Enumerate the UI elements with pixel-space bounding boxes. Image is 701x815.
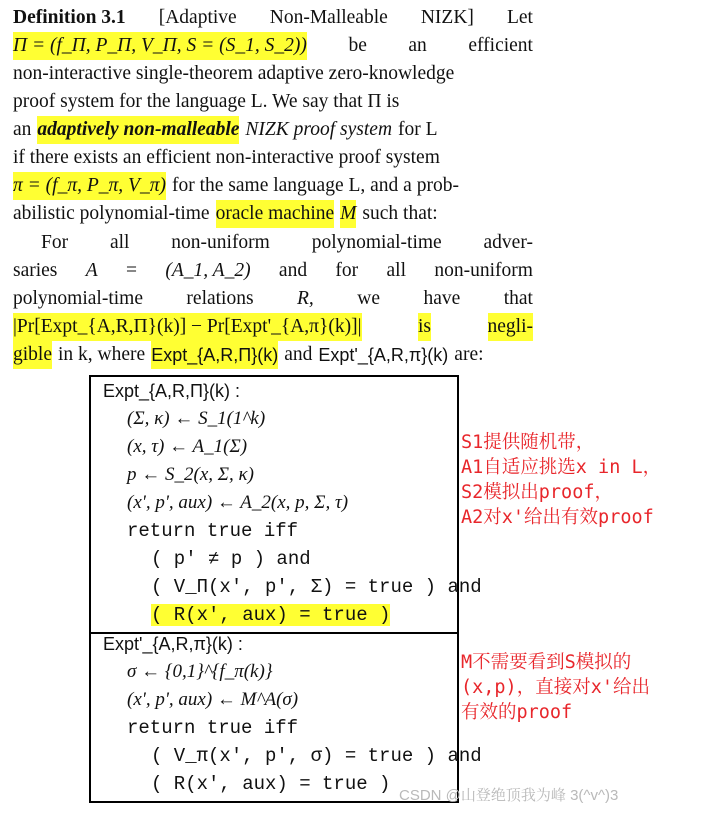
annotation-line: A1自适应挑选x in L， — [461, 457, 662, 478]
pi-tuple-formula: Π = (f_Π, P_Π, V_Π, S = (S_1, S_2)) — [13, 32, 307, 60]
condition-paragraph — [13, 229, 533, 369]
text-line — [13, 116, 533, 144]
word: negli- — [488, 313, 533, 341]
sentence: for the same language L, and a prob- — [171, 175, 459, 196]
experiment-condition-highlighted — [91, 601, 457, 629]
word: gible — [13, 341, 52, 369]
experiment-condition: ( R(x', aux) = true ) — [151, 773, 391, 795]
adaptively-non-malleable-term: adaptively non-malleable — [37, 116, 239, 144]
text-line — [13, 172, 533, 200]
experiment-step: (x', p', aux) ← M^A(σ) — [127, 689, 299, 710]
word: that — [503, 288, 533, 309]
word: R, — [297, 288, 314, 309]
experiment-box-simulated — [89, 630, 482, 803]
annotation-real-experiment — [461, 430, 661, 530]
adversary-tuple: (A_1, A_2) — [165, 260, 251, 281]
word: such that: — [362, 203, 438, 224]
sentence: proof system for the language L. We say that Π is — [13, 91, 400, 112]
experiment-condition: ( V_π(x', p', σ) = true ) and — [151, 745, 482, 767]
word: efficient — [468, 35, 533, 56]
sentence: abilistic polynomial-time — [13, 203, 210, 224]
experiment-condition: ( V_Π(x', p', Σ) = true ) and — [151, 576, 482, 598]
word: For — [41, 232, 69, 253]
word: polynomial-time — [13, 288, 143, 309]
word: are: — [454, 344, 484, 365]
text-line — [13, 257, 533, 285]
watermark: CSDN @山登绝顶我为峰 3(^v^)3 — [399, 787, 619, 804]
annotation-line: A2对x'给出有效proof — [461, 507, 654, 528]
oracle-machine-term: oracle machine — [216, 200, 335, 228]
word: we — [357, 288, 380, 309]
annotation-line: S2模拟出proof， — [461, 482, 613, 503]
experiment-condition: ( p' ≠ p ) and — [151, 548, 311, 570]
annotation-line: 有效的proof — [461, 702, 573, 723]
annotation-line: S1提供随机带， — [461, 432, 595, 453]
experiment-title: Expt_{A,R,Π}(k) : — [103, 381, 241, 401]
experiment-title: Expt'_{A,R,π}(k) : — [103, 634, 243, 654]
word: be — [348, 35, 367, 56]
text-line — [13, 200, 533, 228]
word: NIZK] — [420, 7, 474, 28]
text-line — [13, 313, 533, 341]
experiment-box-real — [89, 375, 482, 634]
definition-paragraph — [13, 4, 533, 228]
experiment-step: (x, τ) ← A_1(Σ) — [127, 436, 248, 457]
word: all — [386, 260, 407, 281]
word: and — [278, 260, 308, 281]
word: [Adaptive — [158, 7, 237, 28]
word: an — [13, 119, 32, 140]
word: in k, where — [58, 344, 146, 365]
word: for L — [398, 119, 438, 140]
experiment-step: return true iff — [127, 520, 299, 542]
word: adver- — [483, 232, 533, 253]
word: relations — [186, 288, 254, 309]
text-line — [13, 60, 533, 88]
word: for — [335, 260, 359, 281]
machine-m: M — [340, 200, 356, 228]
word: is — [418, 313, 431, 341]
word: have — [423, 288, 461, 309]
word: non-uniform — [434, 260, 533, 281]
expt-prime-reference: Expt'_{A,R,π}(k) — [318, 345, 449, 365]
word: saries — [13, 260, 58, 281]
expt-reference: Expt_{A,R,Π}(k) — [151, 341, 278, 369]
word: non-uniform — [171, 232, 270, 253]
annotation-line: (x,p)，直接对x'给出 — [461, 677, 650, 698]
experiment-step: p ← S_2(x, Σ, κ) — [127, 464, 254, 485]
experiment-step: (Σ, κ) ← S_1(1^k) — [127, 408, 266, 429]
word: polynomial-time — [311, 232, 442, 253]
text-line — [13, 32, 533, 60]
experiment-step: (x', p', aux) ← A_2(x, p, Σ, τ) — [127, 492, 349, 513]
sentence: non-interactive single-theorem adaptive zero-knowledge — [13, 63, 455, 84]
small-pi-formula: π = (f_π, P_π, V_π) — [13, 172, 166, 200]
text-line — [13, 229, 533, 257]
word: Non-Malleable — [269, 7, 388, 28]
annotation-simulated-experiment — [461, 650, 650, 725]
word: Let — [506, 7, 533, 28]
relation-condition: ( R(x', aux) = true ) — [151, 604, 391, 626]
sentence: if there exists an efficient non-interactive proof system — [13, 147, 440, 168]
text-line — [13, 341, 533, 369]
word: and — [284, 344, 313, 365]
text-line — [13, 88, 533, 116]
text-line — [13, 144, 533, 172]
probability-difference-formula: |Pr[Expt_{A,R,Π}(k)] − Pr[Expt'_{A,π}(k)]| — [13, 313, 362, 341]
word: A — [85, 260, 98, 281]
word: an — [408, 35, 427, 56]
experiment-step: return true iff — [127, 717, 299, 739]
text-line — [13, 4, 533, 32]
word: all — [109, 232, 130, 253]
text-line — [13, 285, 533, 313]
annotation-line: M不需要看到S模拟的 — [461, 652, 632, 673]
definition-label: Definition 3.1 — [13, 7, 126, 28]
experiment-step: σ ← {0,1}^{f_π(k)} — [127, 661, 273, 682]
nizk-term: NIZK proof system — [245, 119, 393, 140]
word: = — [126, 260, 138, 281]
